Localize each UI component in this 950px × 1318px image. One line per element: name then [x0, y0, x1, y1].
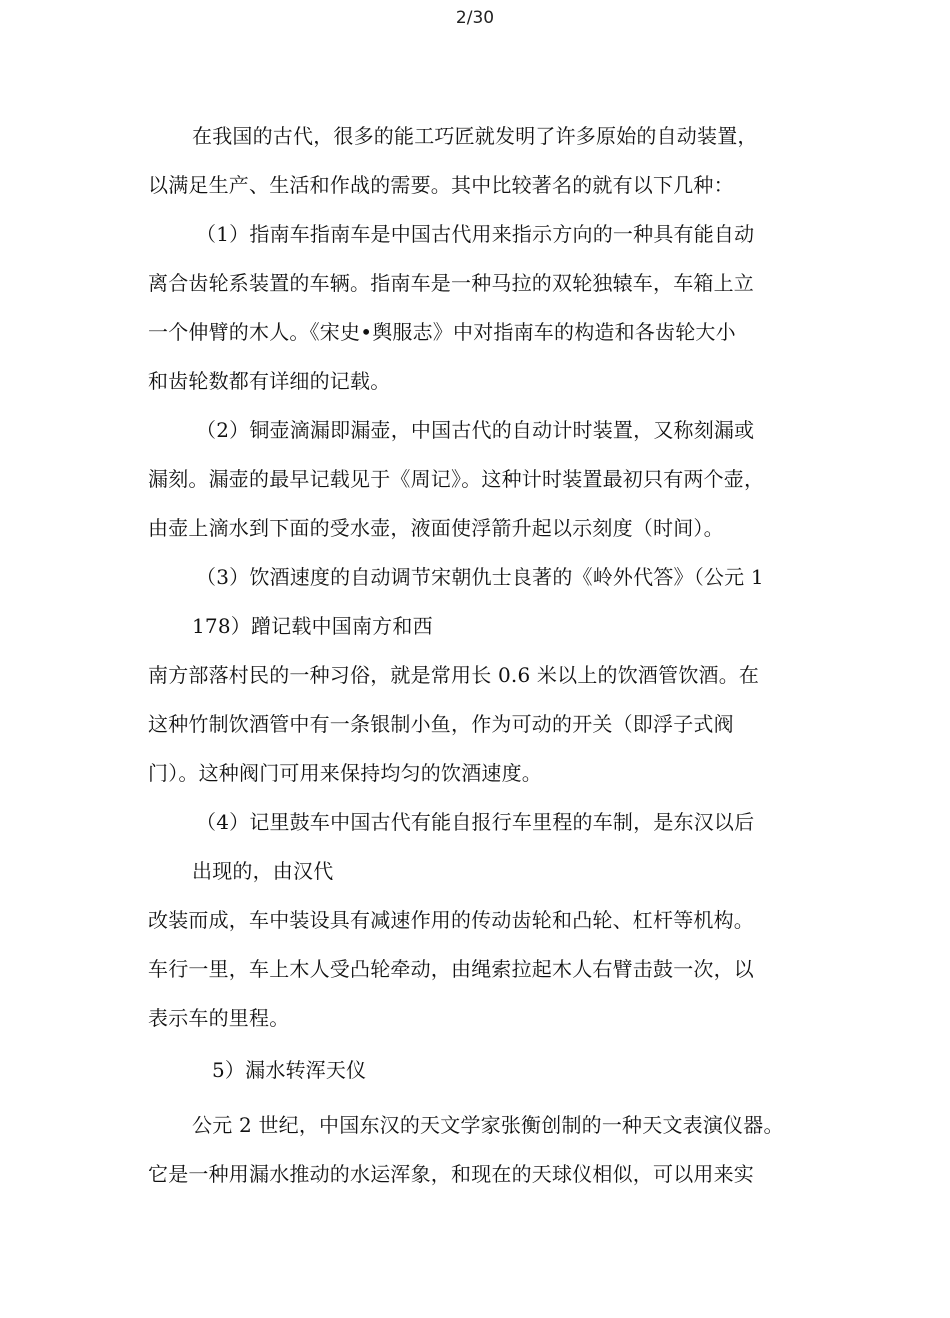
text-line: 门）。这种阀门可用来保持均匀的饮酒速度。 — [148, 761, 542, 785]
text-line: 它是一种用漏水推动的水运浑象，和现在的天球仪相似，可以用来实 — [148, 1162, 754, 1186]
text-line: 一个伸臂的木人。《宋史•舆服志》中对指南车的构造和各齿轮大小 — [148, 320, 736, 344]
text-line: 南方部落村民的一种习俗，就是常用长 0.6 米以上的饮酒管饮酒。在 — [148, 663, 760, 687]
text-line: 在我国的古代，很多的能工巧匠就发明了许多原始的自动装置， — [192, 124, 758, 148]
text-line: 车行一里，车上木人受凸轮牵动，由绳索拉起木人右臂击鼓一次，以 — [148, 957, 754, 981]
text-line: 和齿轮数都有详细的记载。 — [148, 369, 391, 393]
text-line: 表示车的里程。 — [148, 1006, 290, 1030]
text-line: （4）记里鼓车中国古代有能自报行车里程的车制，是东汉以后 — [196, 810, 755, 834]
text-line: （1）指南车指南车是中国古代用来指示方向的一种具有能自动 — [196, 222, 755, 246]
text-line: （3）饮酒速度的自动调节宋朝仇士良著的《岭外代答》（公元 1 — [196, 565, 764, 589]
text-line: 改装而成，车中装设具有减速作用的传动齿轮和凸轮、杠杆等机构。 — [148, 908, 754, 932]
text-line: 以满足生产、生活和作战的需要。其中比较著名的就有以下几种： — [148, 173, 734, 197]
text-line: 由壶上滴水到下面的受水壶，液面使浮箭升起以示刻度（时间）。 — [148, 516, 724, 540]
text-line: （2）铜壶滴漏即漏壶，中国古代的自动计时装置，又称刻漏或 — [196, 418, 755, 442]
text-line: 178）蹭记载中国南方和西 — [192, 614, 433, 638]
text-line: 5）漏水转浑天仪 — [212, 1058, 367, 1082]
page-number: 2/30 — [455, 8, 495, 28]
text-line: 出现的，由汉代 — [192, 859, 334, 883]
text-line: 公元 2 世纪，中国东汉的天文学家张衡创制的一种天文表演仪器。 — [192, 1113, 784, 1137]
text-line: 离合齿轮系装置的车辆。指南车是一种马拉的双轮独辕车，车箱上立 — [148, 271, 754, 295]
text-line: 漏刻。漏壶的最早记载见于《周记》。这种计时装置最初只有两个壶， — [148, 467, 765, 491]
text-line: 这种竹制饮酒管中有一条银制小鱼，作为可动的开关（即浮子式阀 — [148, 712, 734, 736]
